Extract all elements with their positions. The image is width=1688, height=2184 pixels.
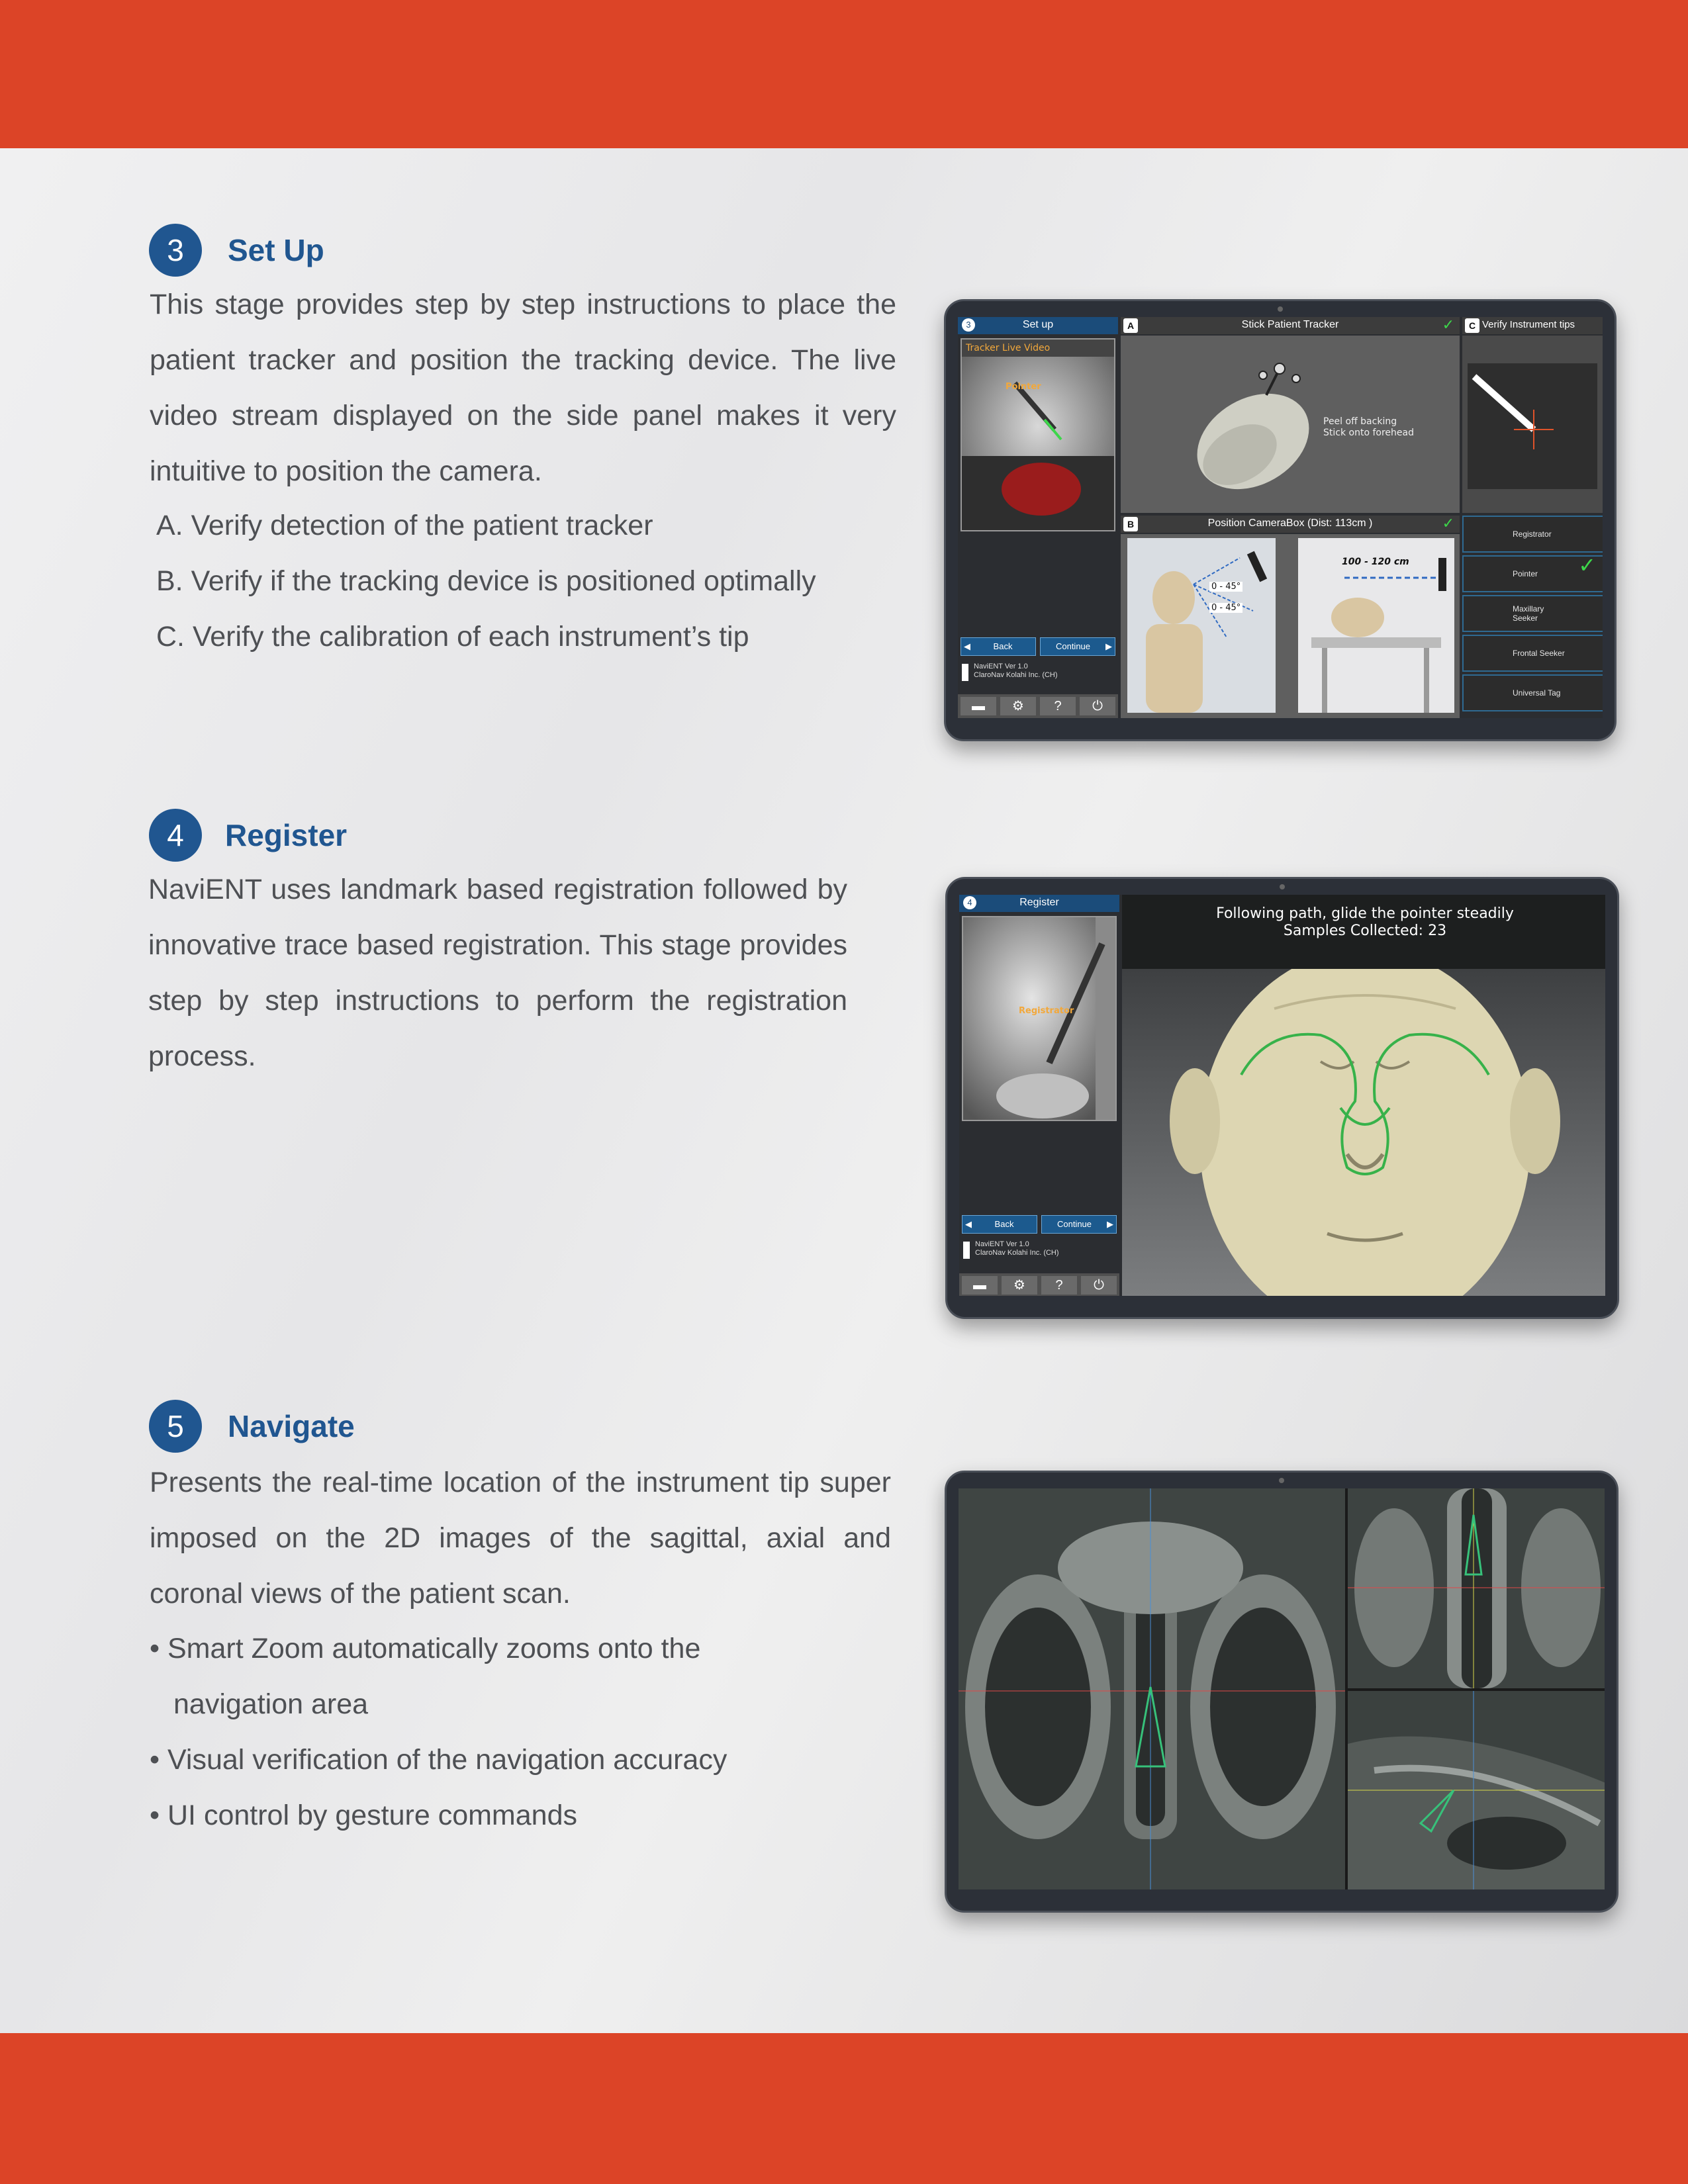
navigate-heading: Navigate [228, 1409, 355, 1443]
instrument-maxillary-seeker[interactable]: Maxillary Seeker [1462, 595, 1603, 632]
panel-a-check-icon: ✓ [1442, 317, 1454, 333]
setup-back-button[interactable]: ◀ Back [961, 637, 1036, 656]
tracker-live-video [961, 338, 1115, 531]
step-3-badge: 3 [149, 224, 202, 277]
instrument-frontal-seeker[interactable]: Frontal Seeker [1462, 635, 1603, 672]
step-5-badge: 5 [149, 1400, 202, 1453]
tip-crosshair-view [1468, 363, 1597, 489]
chevron-right-icon: ▶ [1107, 1219, 1113, 1229]
register-step-bar [959, 895, 1119, 912]
tip-verification-view [1462, 336, 1603, 513]
list-item: • Smart Zoom automatically zooms onto the navigation area [150, 1633, 701, 1720]
navigate-paragraph: Presents the real-time location of the instrument tip super imposed on the 2D images of the sagittal, axial and coronal views of the patient scan. [150, 1467, 891, 1610]
register-live-video [962, 916, 1117, 1121]
setup-heading: Set Up [228, 233, 324, 267]
chevron-right-icon: ▶ [1105, 641, 1112, 651]
face-trace-view [1122, 969, 1605, 1296]
panel-a-header [1121, 317, 1460, 334]
power-icon[interactable]: ⏻ [1081, 1276, 1117, 1295]
register-bottom-toolbar [959, 1273, 1119, 1296]
panel-c-title: Verify Instrument tips [1482, 319, 1575, 330]
register-screen [959, 895, 1605, 1296]
list-item: B. Verify if the tracking device is positioned optimally [156, 565, 816, 597]
panel-c-header [1462, 317, 1603, 334]
list-item: • Visual verification of the navigation accuracy [150, 1744, 727, 1776]
camera-distance-diagram [1298, 538, 1454, 713]
panel-c-letter: C [1465, 318, 1479, 333]
register-instruction-banner [1122, 895, 1605, 969]
head-tracker-illustration [1167, 349, 1339, 501]
setup-continue-button[interactable]: Continue ▶ [1040, 637, 1115, 656]
setup-step-number: 3 [962, 318, 975, 332]
step-4-badge: 4 [149, 809, 202, 862]
sagittal-ct-view [1348, 1691, 1605, 1889]
axial-ct-view [1348, 1488, 1605, 1688]
setup-verify-list [156, 498, 898, 664]
distance-label: 100 - 120 cm [1342, 557, 1409, 567]
setup-paragraph: This stage provides step by step instructions to place the patient tracker and position the tracking device. The live video stream displayed on the side panel makes it very intuitive to position the camera. [150, 289, 896, 487]
register-back-button[interactable]: ◀ Back [962, 1215, 1037, 1234]
panel-b-letter: B [1123, 517, 1138, 531]
bottom-color-band [0, 2033, 1688, 2184]
video-registrator-tag: Registrator [1019, 1006, 1074, 1016]
help-icon[interactable]: ? [1040, 697, 1076, 715]
gear-icon[interactable]: ⚙ [1002, 1276, 1037, 1295]
setup-step-title: Set up [1022, 319, 1054, 330]
chevron-left-icon: ◀ [965, 1219, 972, 1229]
panel-a-letter: A [1123, 318, 1138, 333]
tablet-camera [1280, 884, 1285, 889]
panel-b-title: Position CameraBox (Dist: 113cm ) [1207, 518, 1373, 529]
naviENT-logo-icon [962, 664, 968, 681]
panel-b-header [1121, 516, 1460, 533]
naviENT-logo-icon [963, 1242, 970, 1259]
angle-label-2: 0 - 45° [1209, 603, 1243, 613]
navigate-feature-list [150, 1621, 785, 1843]
gear-icon[interactable]: ⚙ [1000, 697, 1036, 715]
register-instruction: Following path, glide the pointer steadily [1216, 905, 1514, 922]
navigate-screen [959, 1488, 1605, 1889]
register-continue-button[interactable]: Continue ▶ [1041, 1215, 1117, 1234]
live-video-label: Tracker Live Video [962, 340, 1114, 357]
pointer-check-icon: ✓ [1578, 553, 1596, 577]
register-heading: Register [225, 818, 348, 852]
list-item: A. Verify detection of the patient tracker [156, 510, 653, 541]
instrument-registrator[interactable]: Registrator [1462, 516, 1603, 553]
setup-screen [958, 317, 1603, 718]
setup-bottom-toolbar [958, 694, 1118, 718]
navigate-tablet [945, 1471, 1618, 1913]
version-info: NaviENT Ver 1.0 ClaroNav Kolahi Inc. (CH) [963, 1240, 1115, 1257]
panel-b-check-icon: ✓ [1442, 515, 1454, 531]
register-video-feed [963, 917, 1115, 1120]
list-item: C. Verify the calibration of each instrument’s tip [156, 621, 749, 653]
samples-collected: Samples Collected: 23 [1283, 923, 1447, 939]
top-color-band [0, 0, 1688, 148]
help-icon[interactable]: ? [1041, 1276, 1077, 1295]
setup-tablet [944, 299, 1617, 741]
angle-label-1: 0 - 45° [1209, 582, 1243, 592]
camera-angle-diagram [1127, 538, 1276, 713]
register-step-title: Register [1019, 897, 1059, 908]
tablet-camera [1279, 1478, 1284, 1483]
video-pointer-tag: Pointer [1006, 382, 1041, 392]
register-step-number: 4 [963, 896, 976, 909]
panel-a-title: Stick Patient Tracker [1241, 319, 1339, 330]
folder-icon[interactable]: ▬ [961, 697, 996, 715]
panel-a-instructions: Peel off backing Stick onto forehead [1323, 416, 1414, 438]
panel-a-body [1121, 336, 1460, 513]
face-model-with-trace [1122, 969, 1605, 1296]
list-item: • UI control by gesture commands [150, 1799, 577, 1831]
setup-step-bar [958, 317, 1118, 334]
coronal-ct-view [959, 1488, 1345, 1889]
register-tablet [945, 877, 1619, 1319]
version-info: NaviENT Ver 1.0 ClaroNav Kolahi Inc. (CH) [962, 662, 1114, 680]
chevron-left-icon: ◀ [964, 641, 970, 651]
power-icon[interactable]: ⏻ [1080, 697, 1115, 715]
instrument-universal-tag[interactable]: Universal Tag [1462, 674, 1603, 711]
register-paragraph: NaviENT uses landmark based registration followed by innovative trace based registration. This stage provides step by step instructions to perform the registration process. [148, 874, 847, 1072]
instrument-pointer[interactable]: Pointer ✓ [1462, 555, 1603, 592]
tablet-camera [1278, 306, 1283, 312]
folder-icon[interactable]: ▬ [962, 1276, 998, 1295]
panel-b-body [1121, 534, 1460, 718]
